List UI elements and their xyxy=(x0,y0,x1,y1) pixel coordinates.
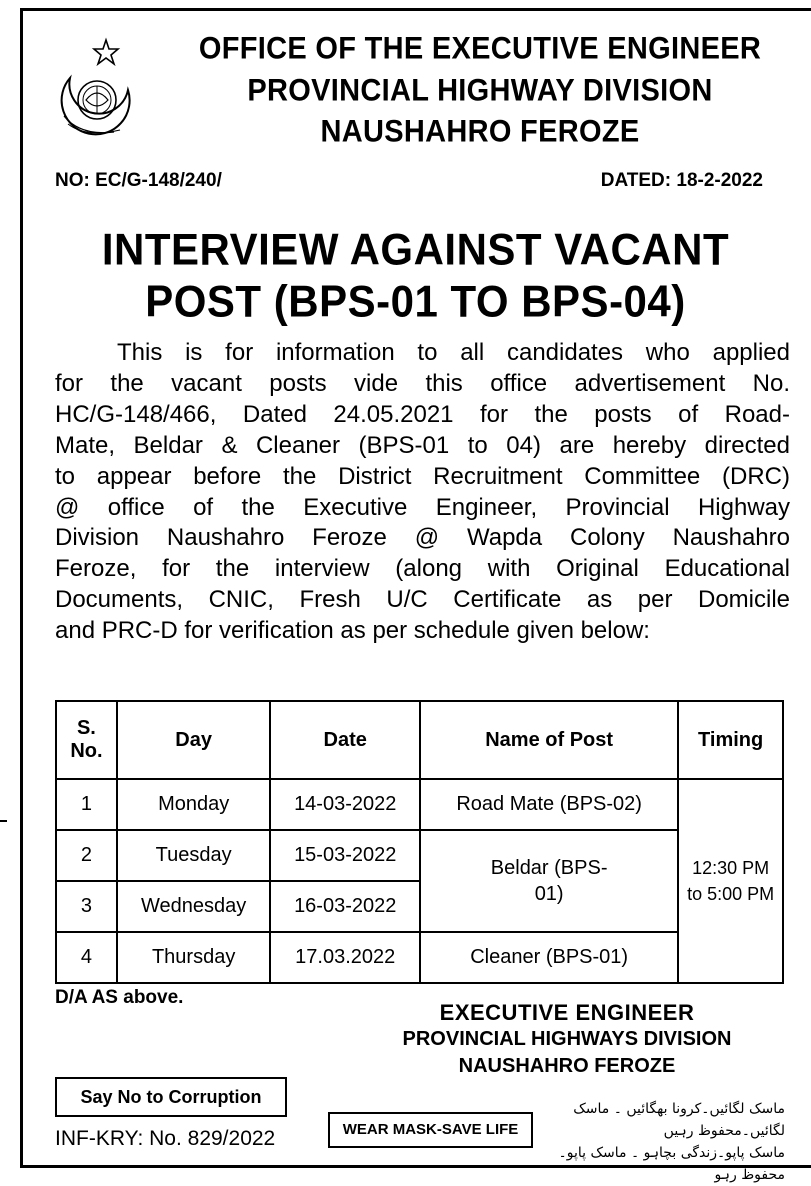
cell-sno: 4 xyxy=(56,932,117,983)
body-line: HC/G-148/466, Dated 24.05.2021 for the posts of Road- xyxy=(55,400,790,428)
notice-body xyxy=(55,338,790,647)
body-line: to appear before the District Recruitment Committee (DRC) xyxy=(55,462,790,490)
cell-timing xyxy=(678,779,783,983)
interview-schedule-table xyxy=(55,700,784,984)
urdu-slogan-line2: ماسک پاپو۔زندگی بچاہو ۔ ماسک پاپو۔محفوظ رہو xyxy=(558,1145,785,1183)
header-post: Name of Post xyxy=(420,701,678,779)
header-day: Day xyxy=(117,701,271,779)
signatory-division: PROVINCIAL HIGHWAYS DIVISION xyxy=(402,1028,732,1050)
body-line: Division Naushahro Feroze @ Wapda Colony Naushahro xyxy=(55,524,790,552)
body-line: Mate, Beldar & Cleaner (BPS-01 to 04) are hereby directed xyxy=(55,431,790,459)
cell-post: Road Mate (BPS-02) xyxy=(420,779,678,830)
cell-sno: 2 xyxy=(56,830,117,881)
header-sno: S. No. xyxy=(56,701,117,779)
cell-post: Cleaner (BPS-01) xyxy=(420,932,678,983)
body-line: Feroze, for the interview (along with Original Educational xyxy=(55,555,790,583)
header-date: Date xyxy=(270,701,420,779)
cell-date: 14-03-2022 xyxy=(270,779,420,830)
cell-day: Monday xyxy=(117,779,271,830)
urdu-slogan-line1: ماسک لگائیں۔کرونا بھگائیں ۔ ماسک لگائیں۔محفوظ رہیں xyxy=(573,1101,785,1139)
table-row xyxy=(56,779,783,830)
division-title: PROVINCIAL HIGHWAY DIVISION xyxy=(247,73,713,109)
cell-day: Tuesday xyxy=(117,830,271,881)
signatory-title: EXECUTIVE ENGINEER xyxy=(439,1000,695,1025)
mask-slogan-box: WEAR MASK-SAVE LIFE xyxy=(328,1112,533,1148)
location-title: NAUSHAHRO FEROZE xyxy=(320,114,640,150)
table-row xyxy=(56,830,783,881)
body-line: This is for information to all candidates who applied xyxy=(117,339,790,366)
da-note: D/A AS above. xyxy=(55,987,184,1008)
body-line: Documents, CNIC, Fresh U/C Certificate as per Domicile xyxy=(55,586,790,614)
cell-date: 15-03-2022 xyxy=(270,830,420,881)
signatory-location: NAUSHAHRO FEROZE xyxy=(458,1055,676,1077)
header-timing: Timing xyxy=(678,701,783,779)
cell-sno: 3 xyxy=(56,881,117,932)
notice-title-line1: INTERVIEW AGAINST VACANT xyxy=(101,224,730,275)
body-line: for the vacant posts vide this office advertisement No. xyxy=(55,369,790,397)
body-line: and PRC-D for verification as per schedule given below: xyxy=(55,617,650,645)
inf-kry-number: INF-KRY: No. 829/2022 xyxy=(55,1127,276,1150)
notice-title-line2: POST (BPS-01 TO BPS-04) xyxy=(145,276,686,327)
cell-date: 17.03.2022 xyxy=(270,932,420,983)
cell-day: Wednesday xyxy=(117,881,271,932)
cell-date: 16-03-2022 xyxy=(270,881,420,932)
edge-mark xyxy=(0,820,7,822)
table-header-row xyxy=(56,701,783,779)
reference-date: DATED: 18-2-2022 xyxy=(600,170,763,191)
table-row xyxy=(56,932,783,983)
timing-value: 12:30 PM to 5:00 PM xyxy=(687,858,775,904)
government-emblem-icon xyxy=(50,38,138,142)
office-title: OFFICE OF THE EXECUTIVE ENGINEER xyxy=(198,31,762,67)
corruption-slogan-box: Say No to Corruption xyxy=(55,1077,287,1117)
urdu-slogan xyxy=(545,1098,785,1186)
reference-number: NO: EC/G-148/240/ xyxy=(55,170,222,191)
body-line: @ office of the Executive Engineer, Provincial Highway xyxy=(55,493,790,521)
cell-sno: 1 xyxy=(56,779,117,830)
cell-post: Beldar (BPS-01) xyxy=(420,830,678,932)
cell-day: Thursday xyxy=(117,932,271,983)
